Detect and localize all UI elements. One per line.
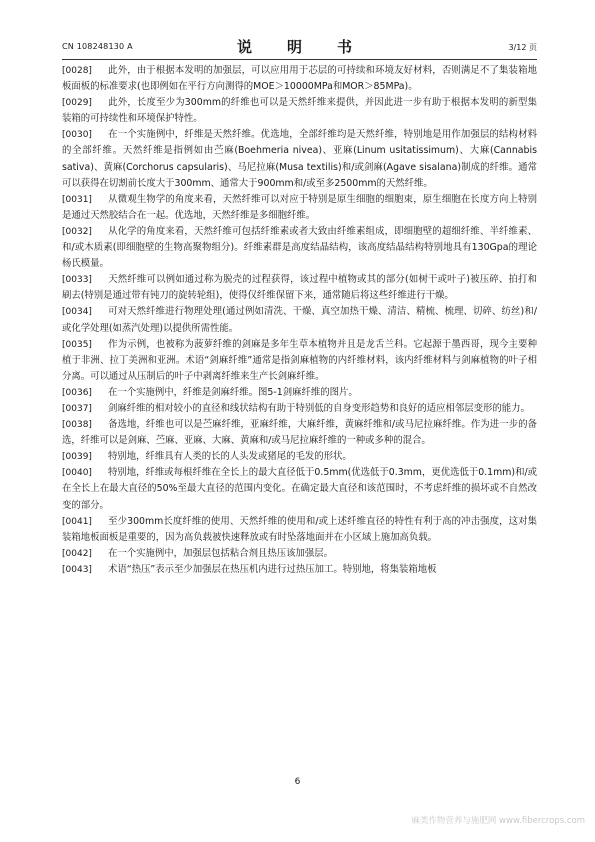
paragraph-number: [0039] xyxy=(62,452,92,463)
paragraph-number: [0033] xyxy=(62,275,92,286)
paragraph-text: 作为示例，也被称为菠萝纤维的剑麻是多年生草本植物并且是龙舌兰科。它起源于墨西哥，现今主要种植于非洲、拉丁美洲和亚洲。术语“剑麻纤维”通常是指剑麻植物的内纤维材料，该内纤维材料与剑麻植物的叶子相分离。可以通过从压制后的叶子中剥离纤维来生产长剑麻纤维。 xyxy=(62,338,537,382)
paragraph xyxy=(62,192,537,224)
paragraph-number: [0031] xyxy=(62,194,92,205)
paragraph-number: [0042] xyxy=(62,548,92,559)
paragraph xyxy=(62,562,537,578)
paragraph-text: 天然纤维可以例如通过称为脱壳的过程获得，该过程中植物或其的部分(如树干或叶子)被压碎、拍打和刷去(特别是通过带有钝刀的旋转轮组)，使得仅纤维保留下来，通常随后将这些纤维进行干燥。 xyxy=(62,274,537,302)
paragraph-text: 从微观生物学的角度来看，天然纤维可以对应于特别是原生细胞的细胞束，原生细胞在长度方向上特别是通过天然胶结合在一起。优选地，天然纤维是多细胞纤维。 xyxy=(62,193,537,221)
paragraph xyxy=(62,95,537,127)
paragraph xyxy=(62,224,537,272)
paragraph xyxy=(62,449,537,465)
paragraph-text: 特别地，纤维或每根纤维在全长上的最大直径低于0.5mm(优选低于0.3mm，更优选低于0.1mm)和/或在全长上在最大直径的50%至最大直径的范围内变化。在确定最大直径和该范围时，不考虑纤维的损坏或不自然改变的部分。 xyxy=(62,467,537,511)
document-number: CN 108248130 A xyxy=(62,42,133,51)
document-title: 说 明 书 xyxy=(236,38,362,56)
paragraph-text: 特别地，纤维具有人类的长的人头发或猪尾的毛发的形状。 xyxy=(108,451,352,463)
paragraph-text: 此外，由于根据本发明的加强层，可以应用用于芯层的可持续和环境友好材料，否则满足不了集装箱地板面板的标准要求(也即例如在平行方向测得的MOE＞10000MPa和MOR＞85MPa)。 xyxy=(62,65,537,93)
paragraph-number: [0029] xyxy=(62,98,92,109)
paragraph-number: [0036] xyxy=(62,387,92,398)
paragraph xyxy=(62,417,537,449)
paragraph xyxy=(62,385,537,401)
page-indicator: 3/12 页 xyxy=(508,43,537,52)
paragraph-text: 剑麻纤维的相对较小的直径和线状结构有助于特别低的自身变形趋势和良好的适应相邻层变形的能力。 xyxy=(108,402,530,414)
paragraph-text: 可对天然纤维进行物理处理(通过例如清洗、干燥、真空加热干燥、清洁、精梳、梳理、切碎、纺丝)和/或化学处理(如蒸汽处理)以提供所需性能。 xyxy=(62,306,537,334)
paragraph-text: 在一个实施例中，纤维是剑麻纤维。图5-1剑麻纤维的图片。 xyxy=(108,386,358,398)
paragraph-text: 在一个实施例中，加强层包括粘合剂且热压该加强层。 xyxy=(108,547,334,559)
paragraph-number: [0035] xyxy=(62,339,92,350)
paragraph-number: [0040] xyxy=(62,468,92,479)
paragraph-text: 备选地，纤维也可以是苎麻纤维，亚麻纤维，大麻纤维，黄麻纤维和/或马尼拉麻纤维。作为进一步的备选，纤维可以是剑麻、苎麻、亚麻、大麻、黄麻和/或马尼拉麻纤维的一种或多种的混合。 xyxy=(62,419,537,447)
paragraph-number: [0038] xyxy=(62,420,92,431)
paragraph xyxy=(62,337,537,385)
page-number: 6 xyxy=(294,777,301,787)
page-header xyxy=(62,36,537,58)
paragraph xyxy=(62,465,537,513)
paragraph-number: [0041] xyxy=(62,516,92,527)
paragraph-number: [0034] xyxy=(62,307,92,318)
paragraph-number: [0043] xyxy=(62,564,92,575)
paragraph-text: 在一个实施例中，纤维是天然纤维。优选地，全部纤维均是天然纤维，特别地是用作加强层的结构材料的全部纤维。天然纤维是指例如由苎麻(Boehmeria nivea)、亚麻(Linum usitatissimum)、大麻(Cannabis sativa)、黄麻(Corchorus capsularis)、马尼拉麻(Musa textilis)和/或剑麻(Agave sisalana)制成的纤维。通常可以获得在切割前长度大于300mm、通常大于900mm和/或至多2500mm的天然纤维。 xyxy=(62,129,537,189)
paragraph-number: [0037] xyxy=(62,403,92,414)
paragraph-number: [0032] xyxy=(62,226,92,237)
paragraph-text: 从化学的角度来看，天然纤维可包括纤维素或者大致由纤维素组成，即细胞壁的超细纤维、半纤维素、和/或木质素(即细胞壁的生物高聚物组分)。纤维素群是高度结晶结构，该高度结晶结构特别地具有130Gpa的理论杨氏模量。 xyxy=(62,225,537,270)
paragraph xyxy=(62,514,537,546)
paragraph xyxy=(62,272,537,304)
paragraph xyxy=(62,127,537,191)
document-body xyxy=(62,63,537,578)
paragraph-number: [0028] xyxy=(62,66,92,76)
header-rule xyxy=(62,59,537,60)
watermark-text: 麻类作物营养与施肥网 www.fibercrops.com xyxy=(411,816,585,826)
paragraph xyxy=(62,401,537,417)
paragraph xyxy=(62,546,537,562)
paragraph-number: [0030] xyxy=(62,130,92,141)
paragraph xyxy=(62,63,537,95)
paragraph xyxy=(62,304,537,336)
paragraph-text: 此外，长度至少为300mm的纤维也可以是天然纤维来提供，并因此进一步有助于根据本发明的新型集装箱的可持续性和环境保护特性。 xyxy=(62,97,537,125)
paragraph-text: 至少300mm长度纤维的使用、天然纤维的使用和/或上述纤维直径的特性有利于高的冲击强度，这对集装箱地板面板是重要的，因为高负载被快速释放或有时坠落地面并在小区域上施加高负载。 xyxy=(62,515,537,543)
paragraph-text: 术语“热压”表示至少加强层在热压机内进行过热压加工。特别地，将集装箱地板 xyxy=(108,563,437,575)
